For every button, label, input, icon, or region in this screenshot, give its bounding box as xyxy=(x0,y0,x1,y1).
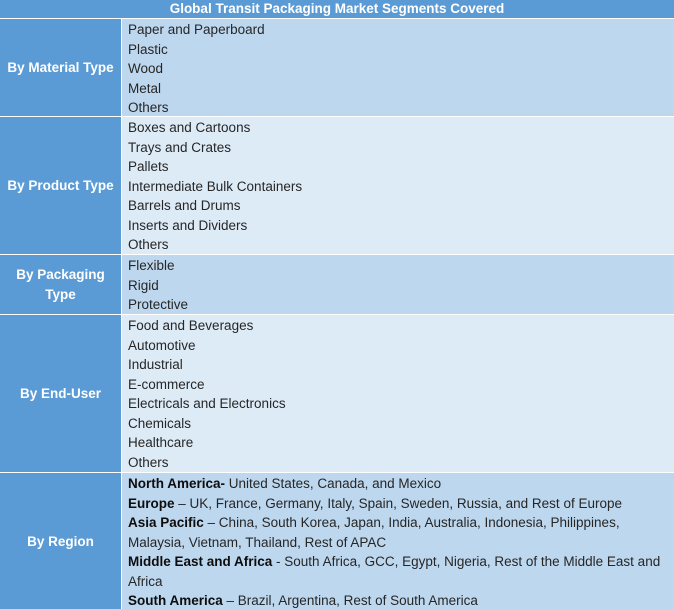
region-item-north-america xyxy=(128,474,668,494)
segment-item: E-commerce xyxy=(128,376,205,392)
segment-items xyxy=(122,473,674,609)
segment-items xyxy=(122,117,674,254)
region-detail: – China, South Korea, Japan, India, Australia, Indonesia, Philippines, Malaysia, Vietnam, Thailand, Rest of APAC xyxy=(128,515,620,550)
region-name: Middle East and Africa xyxy=(128,554,273,569)
region-name: South America xyxy=(128,593,223,608)
segment-label: By Region xyxy=(0,473,122,609)
segment-item: Industrial xyxy=(128,357,183,372)
region-item-south-america xyxy=(128,591,668,609)
segment-item: Boxes and Cartoons xyxy=(128,120,251,135)
segment-item: Trays and Crates xyxy=(128,139,232,155)
segment-items xyxy=(122,315,674,472)
segment-item: Healthcare xyxy=(128,435,194,450)
segment-items xyxy=(122,255,674,314)
region-name: Asia Pacific xyxy=(128,515,204,530)
segment-item: Protective xyxy=(128,297,189,312)
region-detail: – Brazil, Argentina, Rest of South America xyxy=(222,593,478,608)
region-detail: - South Africa, GCC, Egypt, Nigeria, Rest of the Middle East and Africa xyxy=(128,554,661,589)
segment-item: Wood xyxy=(128,61,164,76)
segment-item: Others xyxy=(128,237,169,252)
segment-label: By Material Type xyxy=(0,19,122,116)
segment-row-region xyxy=(0,473,674,609)
segment-item: Plastic xyxy=(128,41,168,57)
region-detail: United States, Canada, and Mexico xyxy=(225,476,442,491)
segment-row-product-type xyxy=(0,117,674,255)
segment-item: Automotive xyxy=(128,337,196,353)
segment-label: By Packaging Type xyxy=(0,255,122,314)
segment-item: Others xyxy=(128,454,169,470)
segment-items xyxy=(122,19,674,116)
segment-item: Others xyxy=(128,100,169,115)
segment-item: Chemicals xyxy=(128,415,192,431)
segment-item: Food and Beverages xyxy=(128,318,254,333)
region-name: Europe xyxy=(128,495,175,511)
table-title: Global Transit Packaging Market Segments Covered xyxy=(0,0,674,19)
region-item-middle-east-africa xyxy=(128,552,668,591)
region-item-asia-pacific xyxy=(128,513,668,552)
region-detail: – UK, France, Germany, Italy, Spain, Sweden, Russia, and Rest of Europe xyxy=(174,495,622,511)
segment-item: Intermediate Bulk Containers xyxy=(128,178,303,194)
segment-label: By Product Type xyxy=(0,117,122,254)
segment-item: Metal xyxy=(128,80,162,96)
segment-item: Rigid xyxy=(128,277,159,293)
segment-label: By End-User xyxy=(0,315,122,472)
segment-item: Pallets xyxy=(128,159,169,174)
segment-item: Paper and Paperboard xyxy=(128,22,265,37)
region-name: North America- xyxy=(128,476,226,491)
region-item-europe xyxy=(128,494,668,514)
segment-row-packaging-type xyxy=(0,255,674,315)
segment-item: Barrels and Drums xyxy=(128,198,241,213)
segment-item: Inserts and Dividers xyxy=(128,217,248,233)
segment-row-material-type xyxy=(0,19,674,117)
segment-item: Flexible xyxy=(128,258,175,273)
segment-item: Electricals and Electronics xyxy=(128,396,286,411)
segment-row-end-user xyxy=(0,315,674,473)
